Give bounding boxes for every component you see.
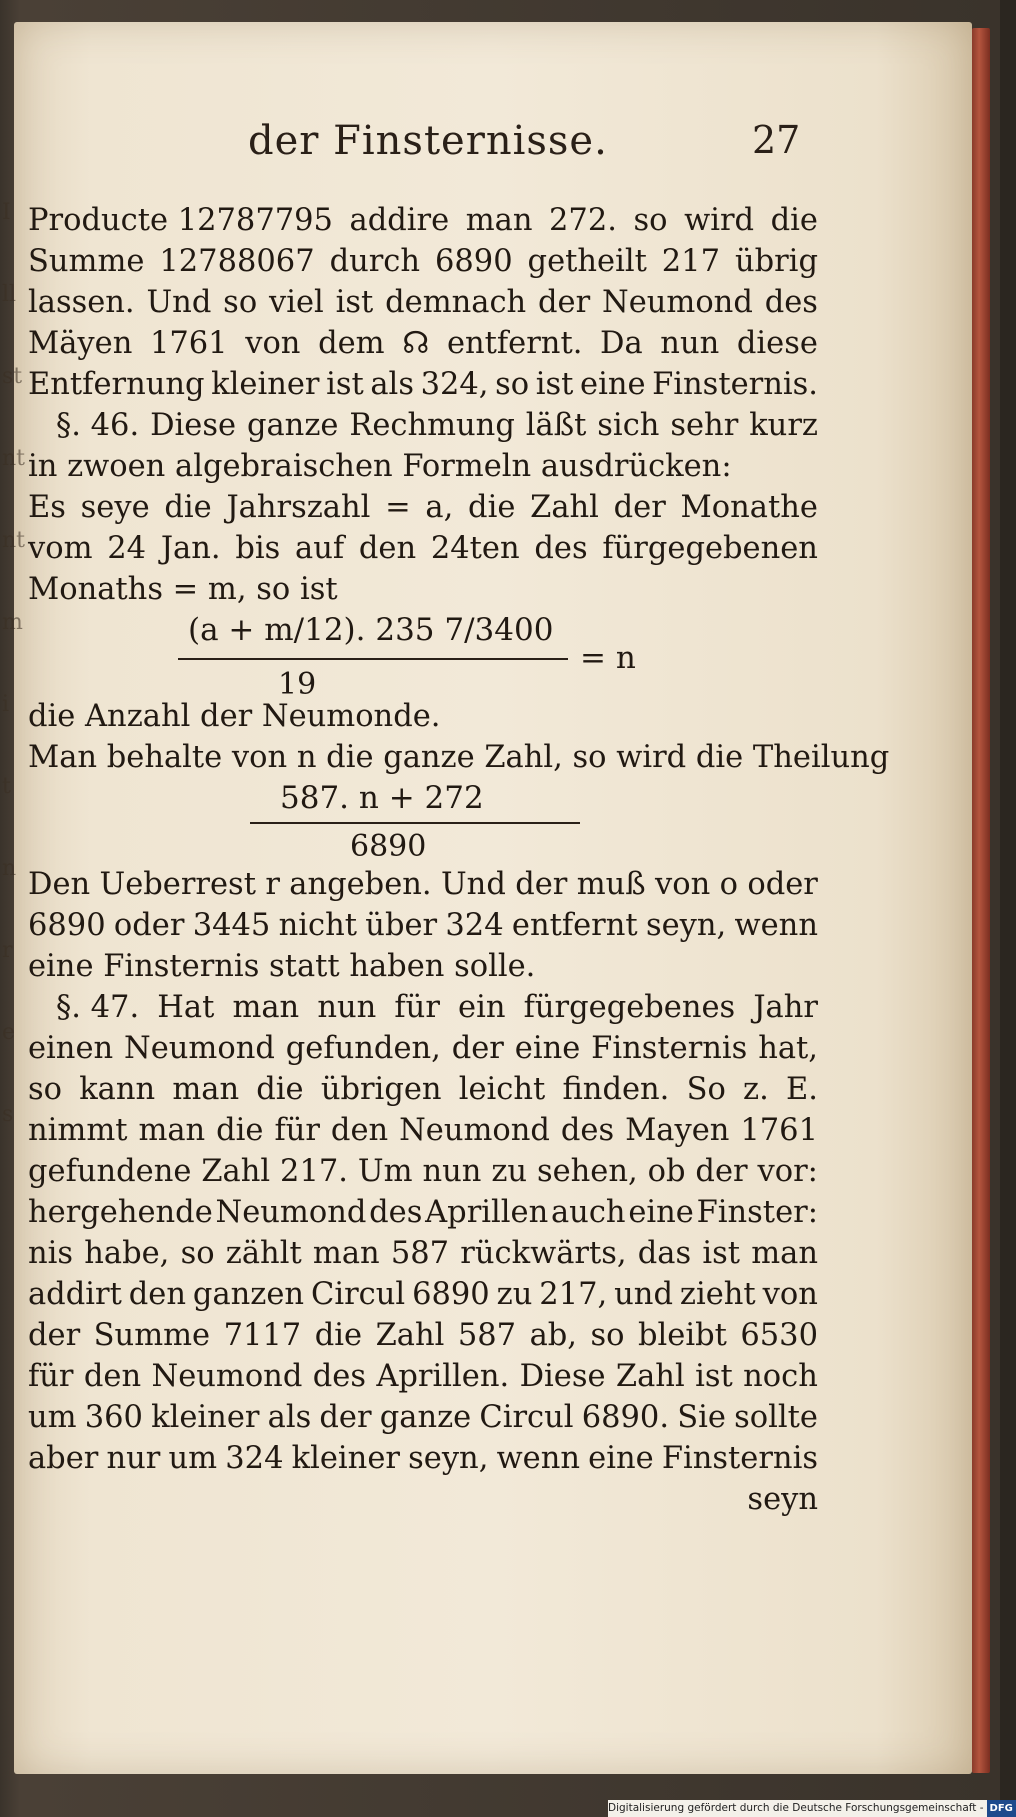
text-line xyxy=(28,241,818,282)
formula-2 xyxy=(28,778,818,864)
word: der xyxy=(613,490,666,525)
word: des xyxy=(560,1113,615,1148)
digitization-credit xyxy=(608,1800,1013,1817)
credit-text: Digitalisierung gefördert durch die Deutsche Forschungsgemeinschaft - xyxy=(608,1802,984,1814)
word: ganzen xyxy=(192,1277,305,1312)
word: einen xyxy=(28,1031,114,1066)
margin-fragment: i xyxy=(2,692,10,717)
word: Jan. xyxy=(160,531,221,566)
word: zu xyxy=(491,1154,528,1189)
word: habe, xyxy=(84,1236,170,1271)
word: des xyxy=(764,285,818,320)
word: man xyxy=(172,1072,240,1107)
word: addirt xyxy=(28,1277,122,1312)
word: Finster: xyxy=(696,1195,818,1230)
word: oder xyxy=(747,867,818,902)
word: 324 xyxy=(225,1441,284,1476)
word: finden. xyxy=(562,1072,670,1107)
word: 24 xyxy=(107,531,147,566)
word: 1761 xyxy=(740,1113,818,1148)
word: als xyxy=(267,1400,312,1435)
formula-1-equals: = n xyxy=(580,640,636,676)
word: ☊ xyxy=(402,326,430,361)
text-line xyxy=(28,569,818,610)
word: Mäyen xyxy=(28,326,133,361)
word: 6890 xyxy=(28,908,106,943)
margin-fragment: nt xyxy=(2,528,26,553)
word: nimmt xyxy=(28,1113,128,1148)
running-title: der Finsternisse. xyxy=(248,118,608,164)
formula-1-bar xyxy=(178,658,568,660)
text-line xyxy=(28,200,818,241)
word: sehen, xyxy=(536,1154,638,1189)
word: so xyxy=(633,203,668,238)
word: 6890 xyxy=(412,1277,490,1312)
word: Finsternis. xyxy=(652,367,818,402)
page-edge xyxy=(972,28,990,1773)
word: nis xyxy=(28,1236,74,1271)
margin-fragment: r xyxy=(2,938,13,963)
word: demnach xyxy=(385,285,527,320)
word: addire xyxy=(349,203,450,238)
formula-1-numerator: (a + m/12). 235 7/3400 xyxy=(188,612,554,648)
word: durch xyxy=(329,244,421,279)
word: §. 47. xyxy=(56,990,140,1025)
word: eine xyxy=(580,367,646,402)
page-number: 27 xyxy=(752,118,801,162)
text-line xyxy=(28,1233,818,1274)
word: Ueberrest xyxy=(99,867,256,902)
word: diese xyxy=(736,326,818,361)
word: seyn, xyxy=(645,908,727,943)
word: sollte xyxy=(734,1400,818,1435)
word: 587 xyxy=(457,1318,517,1353)
word: die xyxy=(468,490,516,525)
word: Finsternis xyxy=(661,1441,818,1476)
word: Entfernung xyxy=(28,367,205,402)
page-header xyxy=(0,118,1000,178)
word: ein xyxy=(458,990,506,1025)
word: 324, xyxy=(420,367,489,402)
word: kann xyxy=(79,1072,156,1107)
word: nur xyxy=(106,1441,161,1476)
word: gefundene xyxy=(28,1154,192,1189)
word: Hat xyxy=(157,990,215,1025)
word: in zwoen algebraischen Formeln ausdrücken: xyxy=(28,449,732,484)
word: ob xyxy=(647,1154,686,1189)
formula-2-numerator: 587. n + 272 xyxy=(280,780,484,816)
word: Diese xyxy=(150,408,237,443)
word: so xyxy=(180,1236,215,1271)
word: eine xyxy=(628,1195,694,1230)
word: Circul xyxy=(479,1400,574,1435)
word: man xyxy=(751,1236,818,1271)
word: 12788067 xyxy=(159,244,315,279)
word: die xyxy=(256,1072,304,1107)
word: Producte 12787795 xyxy=(28,203,333,238)
word: angeben. xyxy=(289,867,432,902)
word: z. xyxy=(743,1072,769,1107)
word: gefunden, xyxy=(285,1031,441,1066)
word: auf xyxy=(295,531,345,566)
word: eine xyxy=(514,1031,581,1066)
word: leicht xyxy=(458,1072,546,1107)
word: 7117 xyxy=(223,1318,302,1353)
word: und xyxy=(614,1277,673,1312)
word: 6890 xyxy=(434,244,513,279)
word: Zahl xyxy=(201,1154,271,1189)
word: kleiner xyxy=(151,1400,260,1435)
catchword-text: seyn xyxy=(747,1482,818,1517)
word: Sie xyxy=(677,1400,726,1435)
word: zu xyxy=(496,1277,533,1312)
word: so xyxy=(28,1072,63,1107)
word: Mayen xyxy=(625,1113,730,1148)
text-line xyxy=(28,1151,818,1192)
text-line xyxy=(28,864,818,905)
word: für xyxy=(274,1113,320,1148)
word: die xyxy=(314,1318,363,1353)
word: seye xyxy=(80,490,150,525)
word: Und xyxy=(440,867,506,902)
text-line xyxy=(28,987,818,1028)
word: nicht xyxy=(278,908,358,943)
left-margin-fragments xyxy=(0,200,26,1600)
text-line xyxy=(28,1192,818,1233)
word: 587 xyxy=(390,1236,450,1271)
word: über xyxy=(365,908,438,943)
word: wenn xyxy=(734,908,818,943)
word: Neumond xyxy=(124,1031,275,1066)
text-line xyxy=(28,1397,818,1438)
word: ist xyxy=(695,1359,733,1394)
word: bleibt xyxy=(637,1318,727,1353)
word: die xyxy=(770,203,818,238)
word: ist xyxy=(326,367,364,402)
word: sich xyxy=(597,408,660,443)
word: so xyxy=(495,367,530,402)
word: Monathe xyxy=(680,490,818,525)
word: entfernt xyxy=(511,908,638,943)
word: wenn xyxy=(496,1441,581,1476)
word: viel xyxy=(269,285,324,320)
word: So xyxy=(686,1072,726,1107)
word: Monaths = m, so ist xyxy=(28,572,338,607)
word: aber xyxy=(28,1441,99,1476)
word: den xyxy=(128,1277,186,1312)
word: seyn, xyxy=(408,1441,489,1476)
word: 6890. xyxy=(581,1400,670,1435)
word: Und xyxy=(146,285,212,320)
text-line xyxy=(28,737,890,778)
word: Da xyxy=(600,326,643,361)
page-body xyxy=(28,200,890,1520)
word: bis xyxy=(235,531,281,566)
word: zählt xyxy=(225,1236,302,1271)
word: der xyxy=(28,1318,81,1353)
word: ab, xyxy=(529,1318,577,1353)
word: nun xyxy=(422,1154,482,1189)
word: eine xyxy=(588,1441,654,1476)
margin-fragment: nt xyxy=(2,446,26,471)
word: um xyxy=(168,1441,218,1476)
word: rückwärts, xyxy=(460,1236,627,1271)
word: Es xyxy=(28,490,66,525)
word: Finsternis xyxy=(591,1031,748,1066)
word: ist xyxy=(335,285,374,320)
word: ist xyxy=(702,1236,741,1271)
word: nun xyxy=(660,326,720,361)
word: Summe xyxy=(93,1318,211,1353)
word: Jahr xyxy=(753,990,818,1025)
word: läßt xyxy=(525,408,587,443)
word: man xyxy=(312,1236,380,1271)
word: dem xyxy=(318,326,385,361)
word: r xyxy=(265,867,280,902)
word: der xyxy=(319,1400,372,1435)
word: noch xyxy=(743,1359,818,1394)
word: entfernt. xyxy=(446,326,583,361)
formula-2-denominator: 6890 xyxy=(350,829,427,864)
word: von xyxy=(655,867,711,902)
word: den xyxy=(330,1113,389,1148)
text-line xyxy=(28,1110,818,1151)
word: Neumond xyxy=(399,1113,550,1148)
word: auch xyxy=(551,1195,626,1230)
word: hergehende xyxy=(28,1195,213,1230)
word: für xyxy=(28,1359,74,1394)
text-line xyxy=(28,323,818,364)
margin-fragment: n xyxy=(2,856,17,881)
word: Neumond xyxy=(602,285,753,320)
text-line xyxy=(28,487,818,528)
word: das xyxy=(637,1236,692,1271)
word: muß xyxy=(576,867,646,902)
text-line xyxy=(28,1274,818,1315)
word: Man behalte von n die ganze Zahl, so wird die Theilung xyxy=(28,740,890,775)
word: Neumond xyxy=(215,1195,367,1230)
word: §. 46. xyxy=(56,408,140,443)
margin-fragment: st xyxy=(2,364,23,389)
text-line xyxy=(28,1069,818,1110)
word: man xyxy=(138,1113,206,1148)
word: übrigen xyxy=(320,1072,442,1107)
text-line xyxy=(28,696,818,737)
word: wird xyxy=(684,203,755,238)
margin-fragment: m xyxy=(2,610,23,635)
word: 1761 xyxy=(149,326,228,361)
word: o xyxy=(719,867,739,902)
word: ist xyxy=(535,367,574,402)
word: vor: xyxy=(757,1154,818,1189)
text-line xyxy=(28,528,818,569)
word: die xyxy=(164,490,212,525)
formula-1 xyxy=(28,610,818,702)
word: sehr xyxy=(670,408,739,443)
word: Zahl xyxy=(530,490,599,525)
margin-fragment: ll xyxy=(2,282,17,307)
text-line xyxy=(28,1028,818,1069)
word: übrig xyxy=(734,244,818,279)
word: zieht xyxy=(679,1277,756,1312)
word: Um xyxy=(357,1154,413,1189)
word: 6530 xyxy=(740,1318,818,1353)
word: 3445 xyxy=(192,908,271,943)
word: 217 xyxy=(661,244,720,279)
word: ganze xyxy=(246,408,339,443)
text-line xyxy=(28,1356,818,1397)
word: E. xyxy=(785,1072,818,1107)
word: Aprillen. xyxy=(376,1359,510,1394)
word: getheilt xyxy=(527,244,647,279)
word: Zahl xyxy=(375,1318,445,1353)
word: den xyxy=(358,531,417,566)
word: lassen. xyxy=(28,285,135,320)
word: Aprillen xyxy=(425,1195,549,1230)
word: die xyxy=(216,1113,264,1148)
word: = xyxy=(385,490,411,525)
dfg-logo: DFG xyxy=(987,1800,1016,1817)
margin-fragment: I xyxy=(2,200,11,225)
word: Den xyxy=(28,867,91,902)
text-line xyxy=(28,405,818,446)
word: des xyxy=(534,531,588,566)
word: so xyxy=(223,285,258,320)
word: vom xyxy=(28,531,93,566)
word: oder xyxy=(113,908,185,943)
word: als xyxy=(370,367,414,402)
word: man xyxy=(465,203,533,238)
word: kleiner xyxy=(291,1441,400,1476)
word: des xyxy=(312,1359,366,1394)
word: der xyxy=(538,285,591,320)
word: der xyxy=(695,1154,748,1189)
margin-fragment: t xyxy=(2,774,11,799)
formula-1-denominator: 19 xyxy=(278,667,317,702)
text-line xyxy=(28,905,818,946)
text-line xyxy=(28,446,818,487)
word: der xyxy=(515,867,568,902)
word: hat, xyxy=(758,1031,818,1066)
word: fürgegebenes xyxy=(523,990,736,1025)
word: nun xyxy=(317,990,377,1025)
word: Neumond xyxy=(151,1359,303,1394)
word: 360 xyxy=(84,1400,143,1435)
word: 24ten xyxy=(430,531,520,566)
formula-2-bar xyxy=(250,822,580,824)
text-line xyxy=(28,1315,818,1356)
word: des xyxy=(369,1195,423,1230)
word: ganze xyxy=(379,1400,472,1435)
word: Summe xyxy=(28,244,145,279)
word: a, xyxy=(425,490,454,525)
word: Rechmung xyxy=(349,408,515,443)
word: von xyxy=(762,1277,818,1312)
word: der xyxy=(451,1031,504,1066)
word: Diese xyxy=(519,1359,606,1394)
text-line xyxy=(28,282,818,323)
word: die Anzahl der Neumonde. xyxy=(28,699,441,734)
text-line xyxy=(28,1438,818,1479)
word: 324 xyxy=(445,908,504,943)
word: um xyxy=(28,1400,77,1435)
word: man xyxy=(232,990,300,1025)
text-line xyxy=(28,364,818,405)
margin-fragment: s xyxy=(2,1102,14,1127)
word: eine Finsternis statt haben solle. xyxy=(28,949,536,984)
word: kurz xyxy=(749,408,818,443)
word: 272. xyxy=(549,203,617,238)
word: kleiner xyxy=(211,367,320,402)
word: fürgegebenen xyxy=(602,531,818,566)
text-line xyxy=(28,946,818,987)
word: den xyxy=(83,1359,142,1394)
word: 217. xyxy=(280,1154,348,1189)
word: Zahl xyxy=(615,1359,685,1394)
word: von xyxy=(245,326,301,361)
margin-fragment: e xyxy=(2,1020,16,1045)
word: Jahrszahl xyxy=(226,490,371,525)
word: Circul xyxy=(310,1277,406,1312)
word: so xyxy=(590,1318,625,1353)
catchword xyxy=(28,1479,818,1520)
word: für xyxy=(394,990,440,1025)
word: 217, xyxy=(539,1277,608,1312)
